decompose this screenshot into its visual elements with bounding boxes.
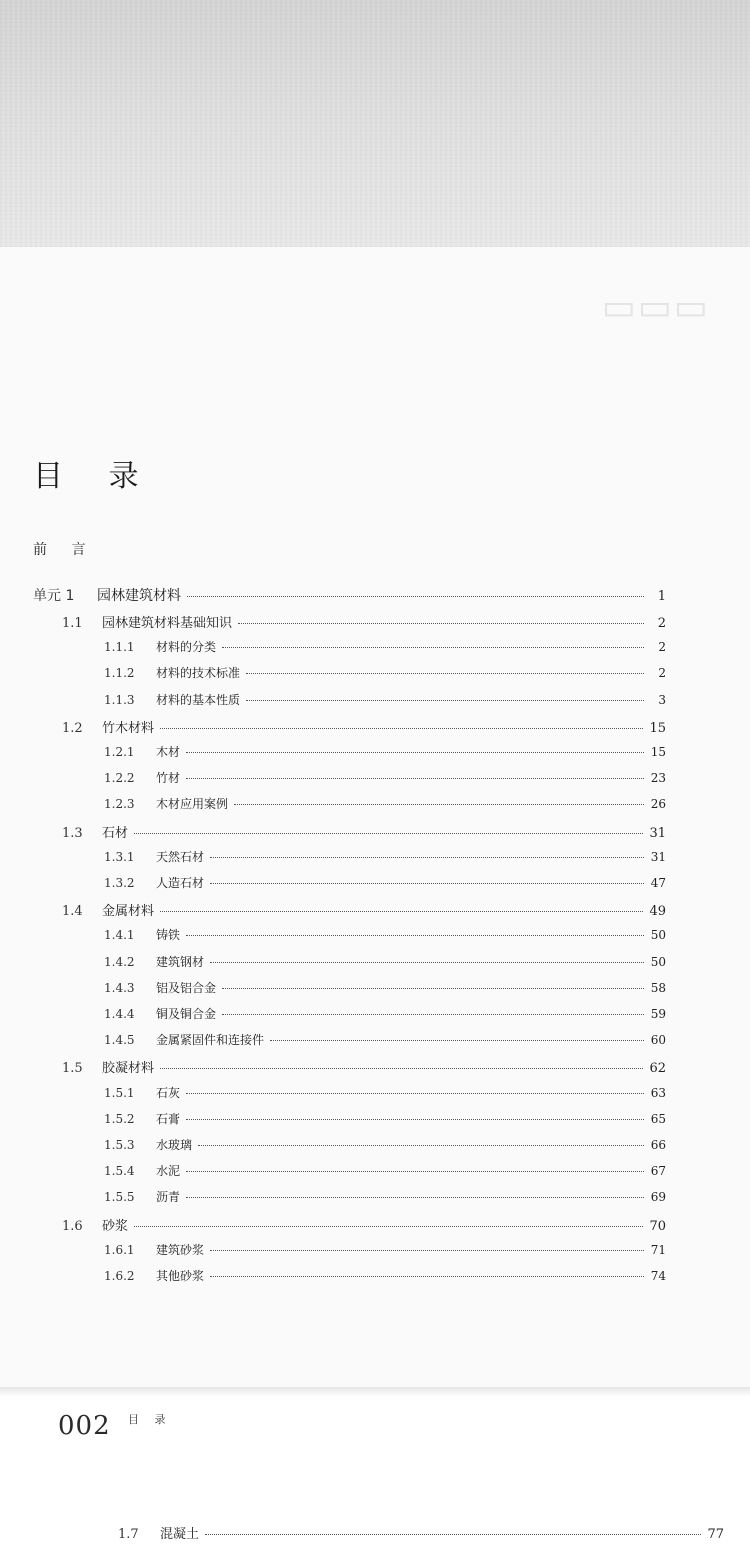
subsection-label: 竹材 — [156, 771, 181, 785]
unit-label: 园林建筑材料 — [97, 588, 181, 604]
toc-subsection-row[interactable] — [104, 795, 666, 817]
toc-subsection-row[interactable] — [104, 979, 666, 1001]
subsection-number: 1.3.2 — [104, 876, 135, 890]
toc-subsection-row[interactable] — [104, 848, 666, 870]
leader-dots — [246, 673, 644, 674]
toc-unit-row[interactable] — [33, 585, 666, 607]
leader-dots — [134, 1226, 643, 1227]
leader-dots — [270, 1040, 644, 1041]
subsection-number: 1.5.4 — [104, 1164, 135, 1178]
subsection-page: 67 — [650, 1164, 666, 1178]
toc-subsection-row[interactable] — [104, 1136, 666, 1158]
toc-subsection-row[interactable] — [104, 926, 666, 948]
page-number: 002 — [58, 1411, 111, 1441]
leader-dots — [210, 962, 644, 963]
toc-subsection-row[interactable] — [104, 953, 666, 975]
leader-dots — [238, 623, 644, 624]
leader-dots — [246, 700, 644, 701]
page-header-label: 目 录 — [128, 1413, 172, 1426]
toc-section-row[interactable] — [62, 900, 666, 922]
unit-number: 单元 1 — [33, 588, 75, 604]
subsection-number: 1.2.3 — [104, 797, 135, 811]
subsection-label: 水玻璃 — [156, 1138, 193, 1152]
subsection-page: 3 — [658, 693, 666, 707]
subsection-page: 65 — [650, 1112, 666, 1126]
toc-section-row[interactable] — [62, 822, 666, 844]
leader-dots — [234, 804, 644, 805]
subsection-page: 50 — [650, 928, 666, 942]
subsection-number: 1.1.1 — [104, 640, 135, 654]
toc-subsection-row[interactable] — [104, 638, 666, 660]
toc-subsection-row[interactable] — [104, 874, 666, 896]
toc-subsection-row[interactable] — [104, 1110, 666, 1132]
section-label: 金属材料 — [102, 904, 155, 919]
leader-dots — [210, 857, 644, 858]
subsection-number: 1.5.3 — [104, 1138, 135, 1152]
leader-dots — [186, 752, 644, 753]
toc-section-row[interactable] — [62, 717, 666, 739]
subsection-label: 金属紧固件和连接件 — [156, 1033, 265, 1047]
subsection-page: 71 — [650, 1243, 666, 1257]
subsection-page: 63 — [650, 1086, 666, 1100]
leader-dots — [187, 596, 644, 597]
subsection-page: 59 — [650, 1007, 666, 1021]
subsection-label: 木材应用案例 — [156, 797, 229, 811]
page-gap-shadow — [0, 1387, 750, 1397]
subsection-number: 1.4.2 — [104, 955, 135, 969]
section-label: 竹木材料 — [102, 721, 155, 736]
section-page: 49 — [649, 904, 666, 919]
leader-dots — [160, 728, 643, 729]
leader-dots — [186, 1197, 644, 1198]
toc-subsection-row[interactable] — [104, 1084, 666, 1106]
subsection-page: 69 — [650, 1190, 666, 1204]
subsection-label: 木材 — [156, 745, 181, 759]
leader-dots — [186, 1093, 644, 1094]
subsection-page: 60 — [650, 1033, 666, 1047]
section-page: 70 — [649, 1219, 666, 1234]
leader-dots — [222, 1014, 644, 1015]
scan-texture — [0, 0, 750, 247]
toc-page — [0, 247, 750, 1387]
toc-subsection-row[interactable] — [104, 1241, 666, 1263]
toc-subsection-row[interactable] — [104, 743, 666, 765]
section-label: 砂浆 — [102, 1219, 129, 1234]
subsection-number: 1.4.1 — [104, 928, 135, 942]
leader-dots — [160, 911, 643, 912]
section-number: 1.3 — [62, 826, 83, 841]
section-number: 1.2 — [62, 721, 83, 736]
subsection-number: 1.1.3 — [104, 693, 135, 707]
subsection-page: 23 — [650, 771, 666, 785]
subsection-number: 1.6.2 — [104, 1269, 135, 1283]
toc-section-row[interactable] — [62, 1057, 666, 1079]
subsection-label: 石灰 — [156, 1086, 181, 1100]
leader-dots — [160, 1068, 643, 1069]
subsection-label: 铝及铝合金 — [156, 981, 217, 995]
subsection-page: 74 — [650, 1269, 666, 1283]
subsection-label: 材料的分类 — [156, 640, 217, 654]
section-label: 石材 — [102, 826, 129, 841]
section-page: 62 — [649, 1061, 666, 1076]
toc-subsection-row[interactable] — [104, 1188, 666, 1210]
toc-subsection-row[interactable] — [104, 691, 666, 713]
leader-dots — [205, 1534, 701, 1535]
subsection-label: 人造石材 — [156, 876, 205, 890]
section-number: 1.1 — [62, 616, 83, 631]
subsection-label: 水泥 — [156, 1164, 181, 1178]
subsection-label: 沥青 — [156, 1190, 181, 1204]
leader-dots — [198, 1145, 644, 1146]
section-page: 15 — [649, 721, 666, 736]
section-page: 2 — [657, 616, 666, 631]
subsection-label: 天然石材 — [156, 850, 205, 864]
subsection-number: 1.5.2 — [104, 1112, 135, 1126]
leader-dots — [134, 833, 643, 834]
leader-dots — [186, 935, 644, 936]
subsection-page: 15 — [650, 745, 666, 759]
leader-dots — [210, 1276, 644, 1277]
bleed-through-mark: ▭▭▭ — [600, 287, 709, 328]
subsection-number: 1.3.1 — [104, 850, 135, 864]
subsection-label: 建筑砂浆 — [156, 1243, 205, 1257]
section-label: 园林建筑材料基础知识 — [102, 616, 233, 631]
toc-section-row[interactable] — [62, 1215, 666, 1237]
toc-subsection-row[interactable] — [104, 1267, 666, 1289]
subsection-label: 石膏 — [156, 1112, 181, 1126]
leader-dots — [210, 883, 644, 884]
toc-section-row[interactable] — [62, 612, 666, 634]
section-page: 31 — [649, 826, 666, 841]
page-title: 目 录 — [33, 459, 157, 494]
subsection-label: 材料的基本性质 — [156, 693, 241, 707]
subsection-page: 58 — [650, 981, 666, 995]
scanned-background-top — [0, 0, 750, 247]
subsection-number: 1.4.3 — [104, 981, 135, 995]
toc-section-row[interactable] — [118, 1523, 724, 1545]
section-label: 胶凝材料 — [102, 1061, 155, 1076]
subsection-page: 66 — [650, 1138, 666, 1152]
section-number: 1.7 — [118, 1527, 139, 1542]
toc-subsection-row[interactable] — [104, 1031, 666, 1053]
next-page — [0, 1387, 750, 1546]
leader-dots — [222, 988, 644, 989]
toc-subsection-row[interactable] — [104, 769, 666, 791]
subsection-page: 2 — [658, 640, 666, 654]
unit-page: 1 — [657, 589, 666, 604]
subsection-page: 47 — [650, 876, 666, 890]
section-number: 1.6 — [62, 1219, 83, 1234]
section-page: 77 — [707, 1527, 724, 1542]
subsection-page: 31 — [650, 850, 666, 864]
subsection-label: 其他砂浆 — [156, 1269, 205, 1283]
subsection-number: 1.2.1 — [104, 745, 135, 759]
leader-dots — [186, 1119, 644, 1120]
toc-subsection-row[interactable] — [104, 1005, 666, 1027]
subsection-label: 铜及铜合金 — [156, 1007, 217, 1021]
subsection-label: 材料的技术标准 — [156, 666, 241, 680]
subsection-number: 1.4.5 — [104, 1033, 135, 1047]
leader-dots — [222, 647, 644, 648]
subsection-number: 1.5.1 — [104, 1086, 135, 1100]
section-label: 混凝土 — [160, 1527, 200, 1542]
subsection-number: 1.6.1 — [104, 1243, 135, 1257]
preface-entry[interactable]: 前 言 — [33, 542, 96, 558]
subsection-number: 1.1.2 — [104, 666, 135, 680]
section-number: 1.5 — [62, 1061, 83, 1076]
subsection-page: 2 — [658, 666, 666, 680]
leader-dots — [186, 778, 644, 779]
subsection-number: 1.4.4 — [104, 1007, 135, 1021]
leader-dots — [186, 1171, 644, 1172]
subsection-number: 1.5.5 — [104, 1190, 135, 1204]
toc-subsection-row[interactable] — [104, 1162, 666, 1184]
subsection-page: 50 — [650, 955, 666, 969]
toc-subsection-row[interactable] — [104, 664, 666, 686]
subsection-label: 铸铁 — [156, 928, 181, 942]
subsection-number: 1.2.2 — [104, 771, 135, 785]
leader-dots — [210, 1250, 644, 1251]
section-number: 1.4 — [62, 904, 83, 919]
subsection-label: 建筑钢材 — [156, 955, 205, 969]
subsection-page: 26 — [650, 797, 666, 811]
